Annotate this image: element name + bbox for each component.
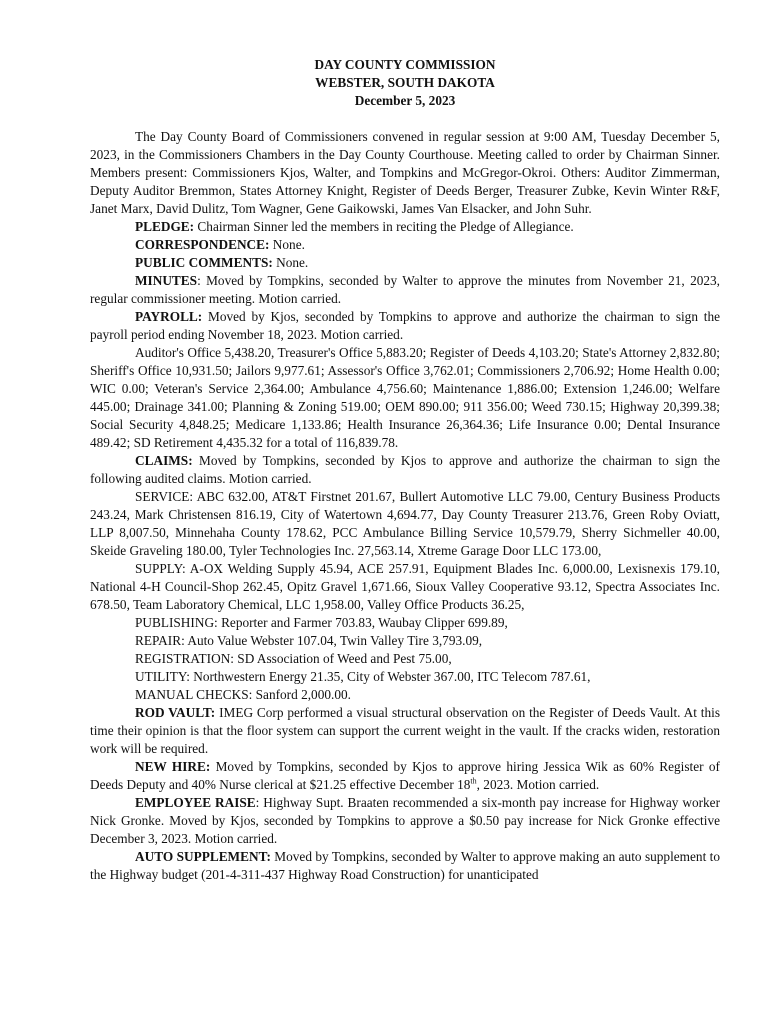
- auto-supplement-paragraph: [90, 848, 720, 884]
- manual-checks: MANUAL CHECKS: Sanford 2,000.00.: [135, 687, 351, 702]
- header-date: December 5, 2023: [354, 93, 456, 108]
- registration-claims: REGISTRATION: SD Association of Weed and Pest 75.00,: [135, 651, 452, 666]
- auto-supplement-text: Moved by Tompkins, seconded by Walter to approve making an auto supplement to the Highway budget (201-4-311-437 Highway Road Construction) for unanticipated: [90, 849, 721, 882]
- pledge-text: Chairman Sinner led the members in reciting the Pledge of Allegiance.: [194, 219, 574, 234]
- new-hire-text: Moved by Tompkins, seconded by Kjos to approve hiring Jessica Wik as 60% Register of Deeds Deputy and 40% Nurse clerical at $21.25 effective December 18: [90, 759, 720, 792]
- payroll-paragraph: [90, 308, 720, 344]
- publishing-claims: PUBLISHING: Reporter and Farmer 703.83, Waubay Clipper 699.89,: [135, 615, 508, 630]
- correspondence-text: None.: [269, 237, 305, 252]
- payroll-label: PAYROLL:: [135, 309, 203, 324]
- header-location: WEBSTER, SOUTH DAKOTA: [315, 75, 495, 90]
- document-page: [90, 56, 720, 884]
- new-hire-label: NEW HIRE:: [135, 759, 211, 774]
- employee-raise-paragraph: [90, 794, 720, 848]
- public-comments-paragraph: [90, 254, 720, 272]
- claims-paragraph: [90, 452, 720, 488]
- rod-vault-paragraph: [90, 704, 720, 758]
- pledge-paragraph: [90, 218, 720, 236]
- intro-paragraph: The Day County Board of Commissioners convened in regular session at 9:00 AM, Tuesday December 5, 2023, in the Commissioners Chambers in the Day County Courthouse. Meeting called to order by Chairman Sinner. Members present: Commissioners Kjos, Walter, and Tompkins and McGregor-Okroi. Others: Auditor Zimmerman, Deputy Auditor Bremmon, States Attorney Knight, Register of Deeds Berger, Treasurer Zubke, Kevin Winter R&F, Janet Marx, David Dulitz, Tom Wagner, Gene Gaikowski, James Van Elsacker, and John Suhr.: [90, 129, 720, 216]
- auto-supplement-label: AUTO SUPPLEMENT:: [135, 849, 271, 864]
- correspondence-label: CORRESPONDENCE:: [135, 237, 270, 252]
- pledge-label: PLEDGE:: [135, 219, 195, 234]
- minutes-label: MINUTES: [135, 273, 198, 288]
- minutes-text: : Moved by Tompkins, seconded by Walter to approve the minutes from November 21, 2023, regular commissioner meeting. Motion carried.: [90, 273, 720, 306]
- document-header: [90, 56, 720, 110]
- payroll-text: Moved by Kjos, seconded by Tompkins to approve and authorize the chairman to sign the payroll period ending November 18, 2023. Motion carried.: [90, 309, 720, 342]
- rod-vault-text: IMEG Corp performed a visual structural observation on the Register of Deeds Vault. At this time their opinion is that the floor system can support the current weight in the vault. If the cracks widen, restoration work will be required.: [90, 705, 720, 756]
- rod-vault-label: ROD VAULT:: [135, 705, 216, 720]
- payroll-detail-paragraph: Auditor's Office 5,438.20, Treasurer's Office 5,883.20; Register of Deeds 4,103.20; State's Attorney 2,832.80; Sheriff's Office 10,931.50; Jailors 9,977.61; Assessor's Office 3,762.01; Commissioners 2,706.92; Home Health 0.00; WIC 0.00; Veteran's Service 2,364.00; Ambulance 4,756.60; Maintenance 1,886.00; Extension 1,246.00; Welfare 445.00; Drainage 341.00; Planning & Zoning 519.00; OEM 890.00; 911 356.00; Weed 730.15; Highway 20,399.38; Social Security 4,848.25; Medicare 1,133.86; Health Insurance 26,364.36; Life Insurance 0.00; Dental Insurance 489.42; SD Retirement 4,435.32 for a total of 116,839.78.: [90, 345, 720, 450]
- minutes-paragraph: [90, 272, 720, 308]
- supply-claims: SUPPLY: A-OX Welding Supply 45.94, ACE 257.91, Equipment Blades Inc. 6,000.00, Lexisnexis 179.10, National 4-H Council-Shop 262.45, Opitz Gravel 1,671.66, Sioux Valley Cooperative 93.12, Spectra Associates Inc. 678.50, Team Laboratory Chemical, LLC 1,958.00, Valley Office Products 36.25,: [90, 561, 720, 612]
- public-comments-text: None.: [272, 255, 309, 270]
- header-title: DAY COUNTY COMMISSION: [314, 57, 496, 72]
- claims-text: Moved by Tompkins, seconded by Kjos to approve and authorize the chairman to sign the following audited claims. Motion carried.: [90, 453, 720, 486]
- service-claims: SERVICE: ABC 632.00, AT&T Firstnet 201.67, Bullert Automotive LLC 79.00, Century Business Products 243.24, Mark Christensen 816.19, City of Watertown 4,694.77, Day County Treasurer 213.76, Green Roby Oviatt, LLP 8,007.50, Minnehaha County 178.62, PCC Ambulance Billing Service 10,579.79, Sherry Sichmeller 40.00, Skeide Graveling 180.00, Tyler Technologies Inc. 27,563.14, Xtreme Garage Door LLC 173.00,: [90, 489, 720, 558]
- repair-claims: REPAIR: Auto Value Webster 107.04, Twin Valley Tire 3,793.09,: [135, 633, 483, 648]
- new-hire-superscript: th: [470, 776, 477, 786]
- claims-label: CLAIMS:: [135, 453, 193, 468]
- employee-raise-label: EMPLOYEE RAISE: [135, 795, 256, 810]
- employee-raise-text: : Highway Supt. Braaten recommended a six-month pay increase for Highway worker Nick Gronke. Moved by Kjos, seconded by Tompkins to approve a $0.50 pay increase for Nick Gronke effective December 3, 2023. Motion carried.: [90, 795, 720, 846]
- new-hire-paragraph: [90, 758, 720, 794]
- utility-claims: UTILITY: Northwestern Energy 21.35, City of Webster 367.00, ITC Telecom 787.61,: [135, 669, 591, 684]
- new-hire-text-end: , 2023. Motion carried.: [476, 777, 600, 792]
- correspondence-paragraph: [90, 236, 720, 254]
- public-comments-label: PUBLIC COMMENTS:: [135, 255, 273, 270]
